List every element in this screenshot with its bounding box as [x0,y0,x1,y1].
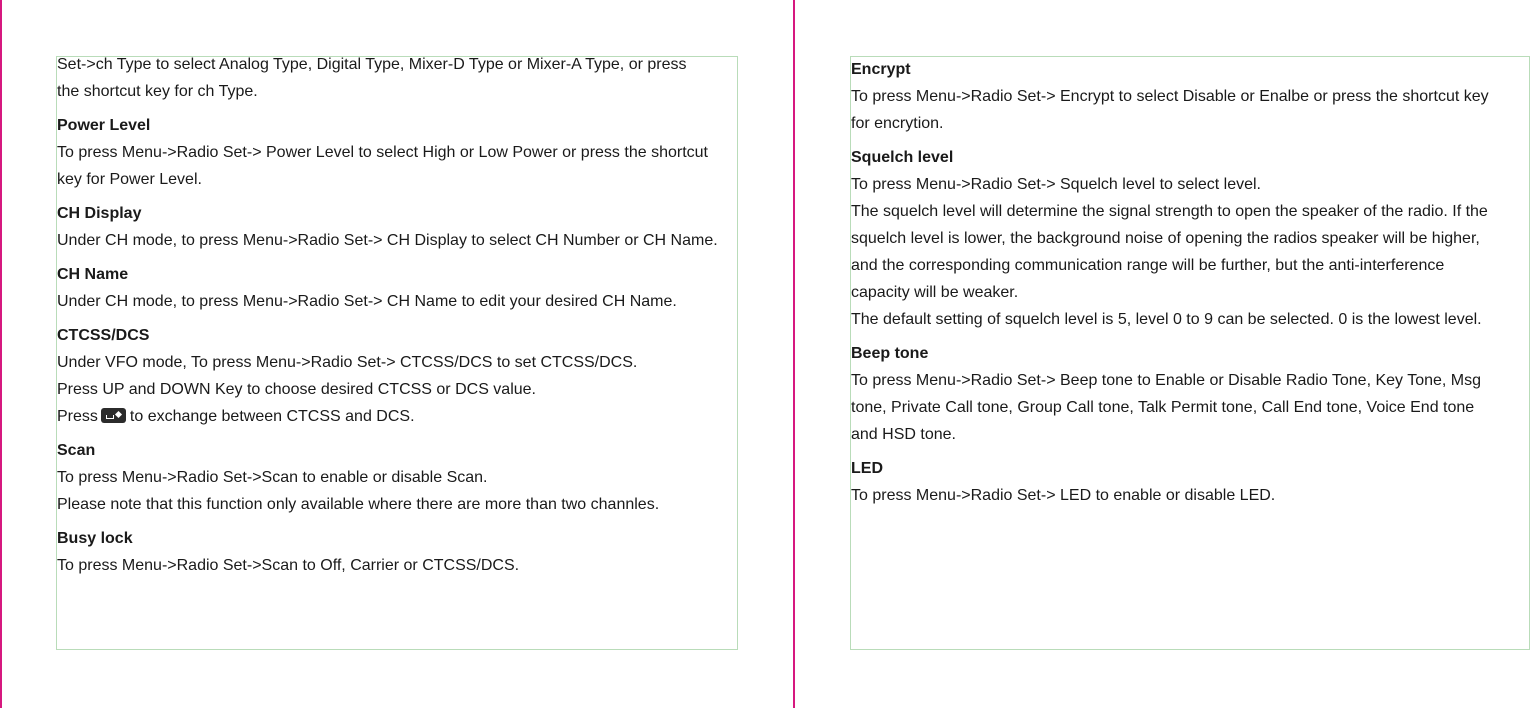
paragraph-line: Set->ch Type to select Analog Type, Digital Type, Mixer-D Type or Mixer-A Type, or press [57,56,687,73]
left-page-content [57,51,718,586]
right-page-content [851,56,1489,516]
section-heading: Beep tone [851,345,929,362]
paragraph-line: and HSD tone. [851,426,956,443]
paragraph-line: The squelch level will determine the signal strength to open the speaker of the radio. If the [851,203,1488,220]
paragraph-line: To press Menu->Radio Set-> LED to enable or disable LED. [851,487,1276,504]
section-ctcss-dcs [57,322,718,430]
paragraph-line: To press Menu->Radio Set-> Beep tone to Enable or Disable Radio Tone, Key Tone, Msg [851,372,1482,389]
section-heading: Power Level [57,117,151,134]
function-key-icon [101,408,126,423]
intro-section [57,51,718,105]
paragraph-line: To press Menu->Radio Set->Scan to enable or disable Scan. [57,469,488,486]
paragraph-line: capacity will be weaker. [851,284,1019,301]
section-heading: CH Name [57,266,129,283]
section-heading: Busy lock [57,530,133,547]
paragraph-line: Under VFO mode, To press Menu->Radio Set-> CTCSS/DCS to set CTCSS/DCS. [57,354,638,371]
paragraph-line: the shortcut key for ch Type. [57,83,258,100]
section-heading: Encrypt [851,61,911,78]
section-ch-display [57,200,718,254]
section-heading: Scan [57,442,96,459]
page-divider [793,0,795,708]
section-heading: CTCSS/DCS [57,327,150,344]
paragraph-line: Please note that this function only available where there are more than two channles. [57,496,660,513]
section-power-level [57,112,718,193]
section-heading: Squelch level [851,149,954,166]
left-page-edge [0,0,2,708]
section-heading: CH Display [57,205,142,222]
section-beep-tone [851,340,1489,448]
paragraph-line: tone, Private Call tone, Group Call tone, Talk Permit tone, Call End tone, Voice End tone [851,399,1475,416]
section-led [851,455,1489,509]
section-scan [57,437,718,518]
paragraph-line: To press Menu->Radio Set->Scan to Off, Carrier or CTCSS/DCS. [57,557,520,574]
paragraph-line: To press Menu->Radio Set-> Squelch level to select level. [851,176,1261,193]
key-line-after: to exchange between CTCSS and DCS. [129,408,415,425]
section-encrypt [851,56,1489,137]
paragraph-line: Under CH mode, to press Menu->Radio Set-> CH Display to select CH Number or CH Name. [57,232,718,249]
key-line-before: Press [57,408,98,425]
paragraph-line: The default setting of squelch level is 5, level 0 to 9 can be selected. 0 is the lowest level. [851,311,1482,328]
paragraph-line [57,403,718,430]
paragraph-line: key for Power Level. [57,171,202,188]
paragraph-line: squelch level is lower, the background noise of opening the radios speaker will be higher, [851,230,1480,247]
paragraph-line: and the corresponding communication range will be further, but the anti-interference [851,257,1445,274]
paragraph-line: To press Menu->Radio Set-> Power Level to select High or Low Power or press the shortcut [57,144,708,161]
paragraph-line: Under CH mode, to press Menu->Radio Set-> CH Name to edit your desired CH Name. [57,293,677,310]
paragraph-line: for encrytion. [851,115,944,132]
section-busy-lock [57,525,718,579]
section-heading: LED [851,460,883,477]
paragraph-line: Press UP and DOWN Key to choose desired CTCSS or DCS value. [57,381,536,398]
paragraph-line: To press Menu->Radio Set-> Encrypt to select Disable or Enalbe or press the shortcut key [851,88,1489,105]
section-squelch-level [851,144,1489,333]
section-ch-name [57,261,718,315]
